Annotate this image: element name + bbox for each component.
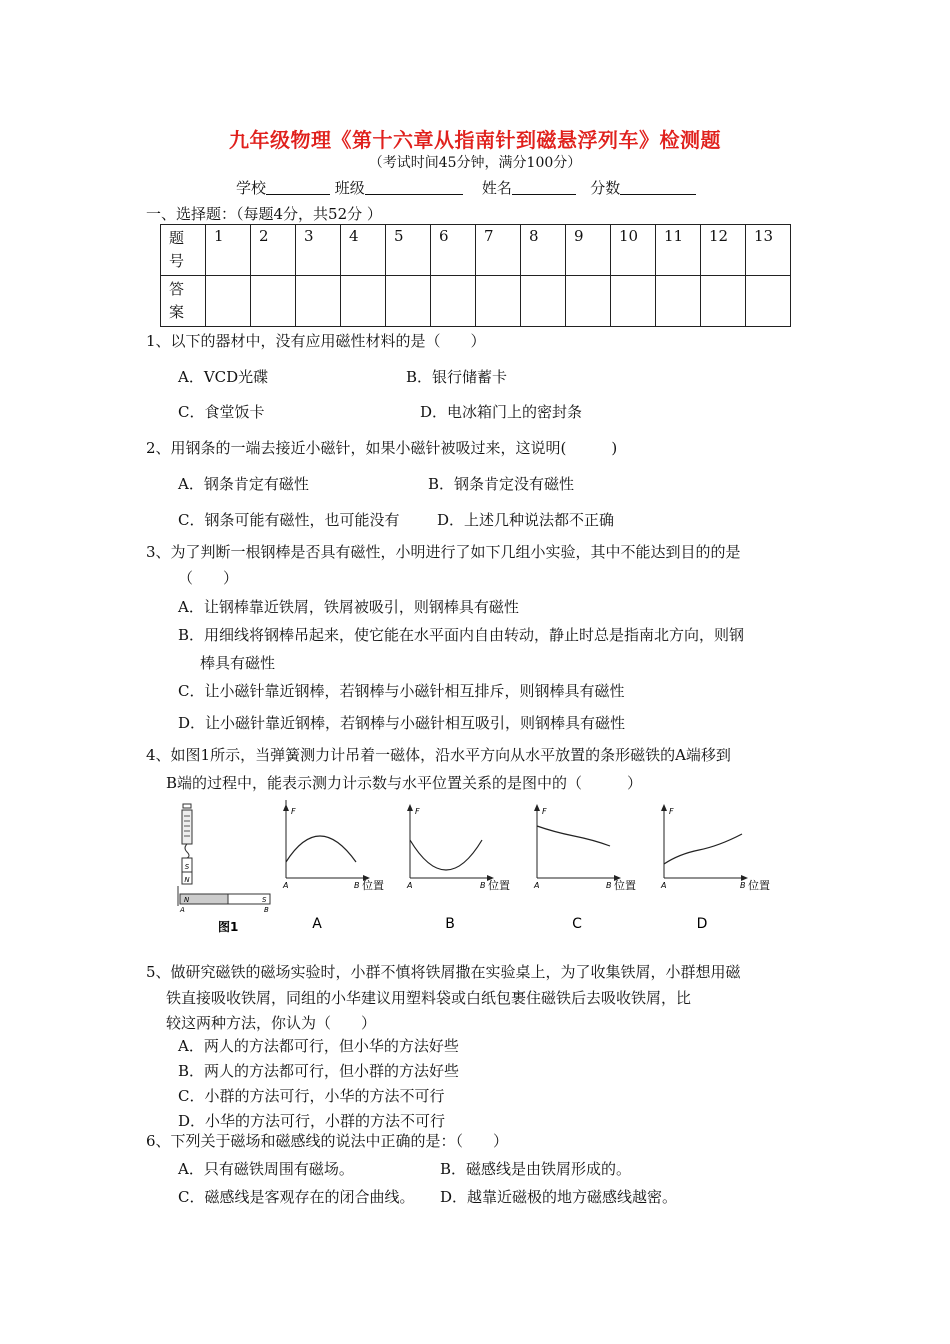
graph-b: [406, 804, 510, 892]
answer-cell[interactable]: [431, 276, 476, 327]
answer-table: [160, 224, 791, 327]
graph-d-option-label: D: [696, 916, 708, 932]
graph-b-b-label: B: [480, 881, 486, 890]
graph-a-option-label: A: [312, 916, 322, 932]
answer-cell[interactable]: [611, 276, 656, 327]
figure1-apparatus: [178, 804, 270, 934]
graph-a-a-label: A: [283, 881, 289, 890]
q3-option-a: A．让钢棒靠近铁屑，铁屑被吸引，则钢棒具有磁性: [178, 598, 519, 616]
graph-b-f-label: F: [415, 807, 420, 816]
q3-stem: 3、为了判断一根钢棒是否具有磁性，小明进行了如下几组小实验，其中不能达到目的的是: [146, 543, 741, 561]
graph-d-b-label: B: [740, 881, 746, 890]
q4-figures: [174, 800, 794, 940]
answer-cell[interactable]: [521, 276, 566, 327]
graph-a: [282, 800, 384, 892]
graph-a-f-label: F: [291, 807, 296, 816]
q5-option-c: C．小群的方法可行，小华的方法不可行: [178, 1087, 445, 1105]
question-number-cell: 7: [476, 225, 521, 276]
table-row: [161, 276, 791, 327]
answer-cell[interactable]: [746, 276, 791, 327]
answer-cell[interactable]: [296, 276, 341, 327]
hanging-magnet-n-label: N: [184, 876, 190, 884]
graph-c-x-label: 位置: [614, 879, 636, 892]
graph-b-x-label: 位置: [488, 879, 510, 892]
q3-stem-cont: （ ）: [178, 569, 239, 587]
q6-option-d: D．越靠近磁极的地方磁感线越密。: [440, 1188, 678, 1206]
question-number-cell: 10: [611, 225, 656, 276]
graph-c-f-label: F: [542, 807, 547, 816]
name-label: 姓名: [481, 179, 512, 197]
name-blank: [512, 179, 576, 195]
q6-stem: 6、下列关于磁场和磁感线的说法中正确的是：（ ）: [146, 1132, 509, 1150]
graph-c-curve: [537, 826, 610, 846]
q3-option-b: B．用细线将钢棒吊起来，使它能在水平面内自由转动，静止时总是指南北方向，则钢: [178, 626, 745, 644]
answer-cell[interactable]: [206, 276, 251, 327]
answer-cell[interactable]: [656, 276, 701, 327]
question-number-cell: 6: [431, 225, 476, 276]
question-number-cell: 1: [206, 225, 251, 276]
q5-option-d: D．小华的方法可行，小群的方法不可行: [178, 1112, 446, 1130]
bar-magnet-s-label: S: [262, 896, 267, 904]
graph-c-a-label: A: [534, 881, 540, 890]
graph-d-a-label: A: [661, 881, 667, 890]
graph-b-a-label: A: [407, 881, 413, 890]
q3-option-b-cont: 棒具有磁性: [200, 654, 276, 672]
bar-magnet-a-label: A: [180, 906, 185, 914]
q6-option-a: A．只有磁铁周围有磁场。: [178, 1160, 354, 1178]
exam-subtitle: （考试时间45分钟，满分100分）: [368, 155, 582, 171]
answer-cell[interactable]: [341, 276, 386, 327]
question-number-cell: 9: [566, 225, 611, 276]
q4-stem: 4、如图1所示，当弹簧测力计吊着一磁体，沿水平方向从水平放置的条形磁铁的A端移到: [146, 746, 731, 764]
q5-stem-cont1: 铁直接吸收铁屑，同组的小华建议用塑料袋或白纸包裹住磁铁后去吸收铁屑，比: [166, 989, 692, 1007]
question-number-cell: 5: [386, 225, 431, 276]
q5-option-a: A．两人的方法都可行，但小华的方法好些: [178, 1037, 459, 1055]
q5-stem: 5、做研究磁铁的磁场实验时，小群不慎将铁屑撒在实验桌上，为了收集铁屑，小群想用磁: [146, 963, 741, 981]
question-number-cell: 8: [521, 225, 566, 276]
answer-cell[interactable]: [701, 276, 746, 327]
table-row: [161, 225, 791, 276]
q1-option-b: B．银行储蓄卡: [406, 368, 508, 386]
question-number-cell: 13: [746, 225, 791, 276]
q5-option-b: B．两人的方法都可行，但小群的方法好些: [178, 1062, 460, 1080]
score-label: 分数: [590, 179, 621, 197]
question-number-cell: 2: [251, 225, 296, 276]
graph-c: [533, 804, 636, 892]
q1-stem: 1、以下的器材中，没有应用磁性材料的是（ ）: [146, 332, 486, 350]
student-info-line: [236, 177, 696, 198]
school-label: 学校: [236, 179, 267, 197]
answer-cell[interactable]: [566, 276, 611, 327]
graph-d-curve: [664, 834, 742, 864]
question-number-cell: 3: [296, 225, 341, 276]
graph-a-x-label: 位置: [362, 879, 384, 892]
q2-option-c: C．钢条可能有磁性，也可能没有: [178, 511, 400, 529]
answer-cell[interactable]: [386, 276, 431, 327]
question-number-cell: 11: [656, 225, 701, 276]
graph-b-option-label: B: [445, 916, 455, 932]
q2-option-a: A．钢条肯定有磁性: [178, 475, 309, 493]
q2-option-b: B．钢条肯定没有磁性: [428, 475, 575, 493]
graph-c-b-label: B: [606, 881, 612, 890]
class-label: 班级: [334, 179, 365, 197]
q2-stem: 2、用钢条的一端去接近小磁针，如果小磁针被吸过来，这说明( ): [146, 439, 618, 457]
answer-cell[interactable]: [476, 276, 521, 327]
q5-stem-cont2: 较这两种方法，你认为（ ）: [166, 1014, 377, 1032]
graph-c-option-label: C: [572, 916, 582, 932]
q1-option-c: C．食堂饭卡: [178, 403, 265, 421]
row-header-number: 题 号: [161, 225, 206, 276]
graph-d-x-label: 位置: [748, 879, 770, 892]
q1-option-a: A．VCD光碟: [178, 368, 269, 386]
figure1-caption: 图1: [218, 920, 239, 934]
graph-a-b-label: B: [354, 881, 360, 890]
page-title: 九年级物理《第十六章从指南针到磁悬浮列车》检测题: [229, 128, 721, 152]
section1-heading: 一、选择题：（每题4分，共52分 ）: [146, 205, 382, 223]
question-number-cell: 12: [701, 225, 746, 276]
question-number-cell: 4: [341, 225, 386, 276]
answer-cell[interactable]: [251, 276, 296, 327]
graph-d: [660, 804, 770, 892]
q4-stem-cont: B端的过程中，能表示测力计示数与水平位置关系的是图中的（ ）: [166, 774, 643, 792]
q3-option-c: C．让小磁针靠近钢棒，若钢棒与小磁针相互排斥，则钢棒具有磁性: [178, 682, 625, 700]
graph-d-f-label: F: [669, 807, 674, 816]
q2-option-d: D．上述几种说法都不正确: [437, 511, 615, 529]
hanging-magnet-s-label: S: [184, 863, 190, 871]
graph-b-curve: [410, 840, 482, 870]
q4-figure-svg: [174, 800, 794, 940]
q6-option-c: C．磁感线是客观存在的闭合曲线。: [178, 1188, 415, 1206]
row-header-answer: 答 案: [161, 276, 206, 327]
score-blank: [620, 179, 696, 195]
bar-magnet-n-label: N: [184, 896, 190, 904]
q3-option-d: D．让小磁针靠近钢棒，若钢棒与小磁针相互吸引，则钢棒具有磁性: [178, 714, 626, 732]
graph-a-curve: [286, 836, 356, 862]
q6-option-b: B．磁感线是由铁屑形成的。: [440, 1160, 632, 1178]
q1-option-d: D．电冰箱门上的密封条: [420, 403, 583, 421]
class-blank: [365, 179, 463, 195]
spring-scale: [182, 810, 192, 844]
bar-magnet-b-label: B: [264, 906, 269, 914]
school-blank: [266, 179, 330, 195]
